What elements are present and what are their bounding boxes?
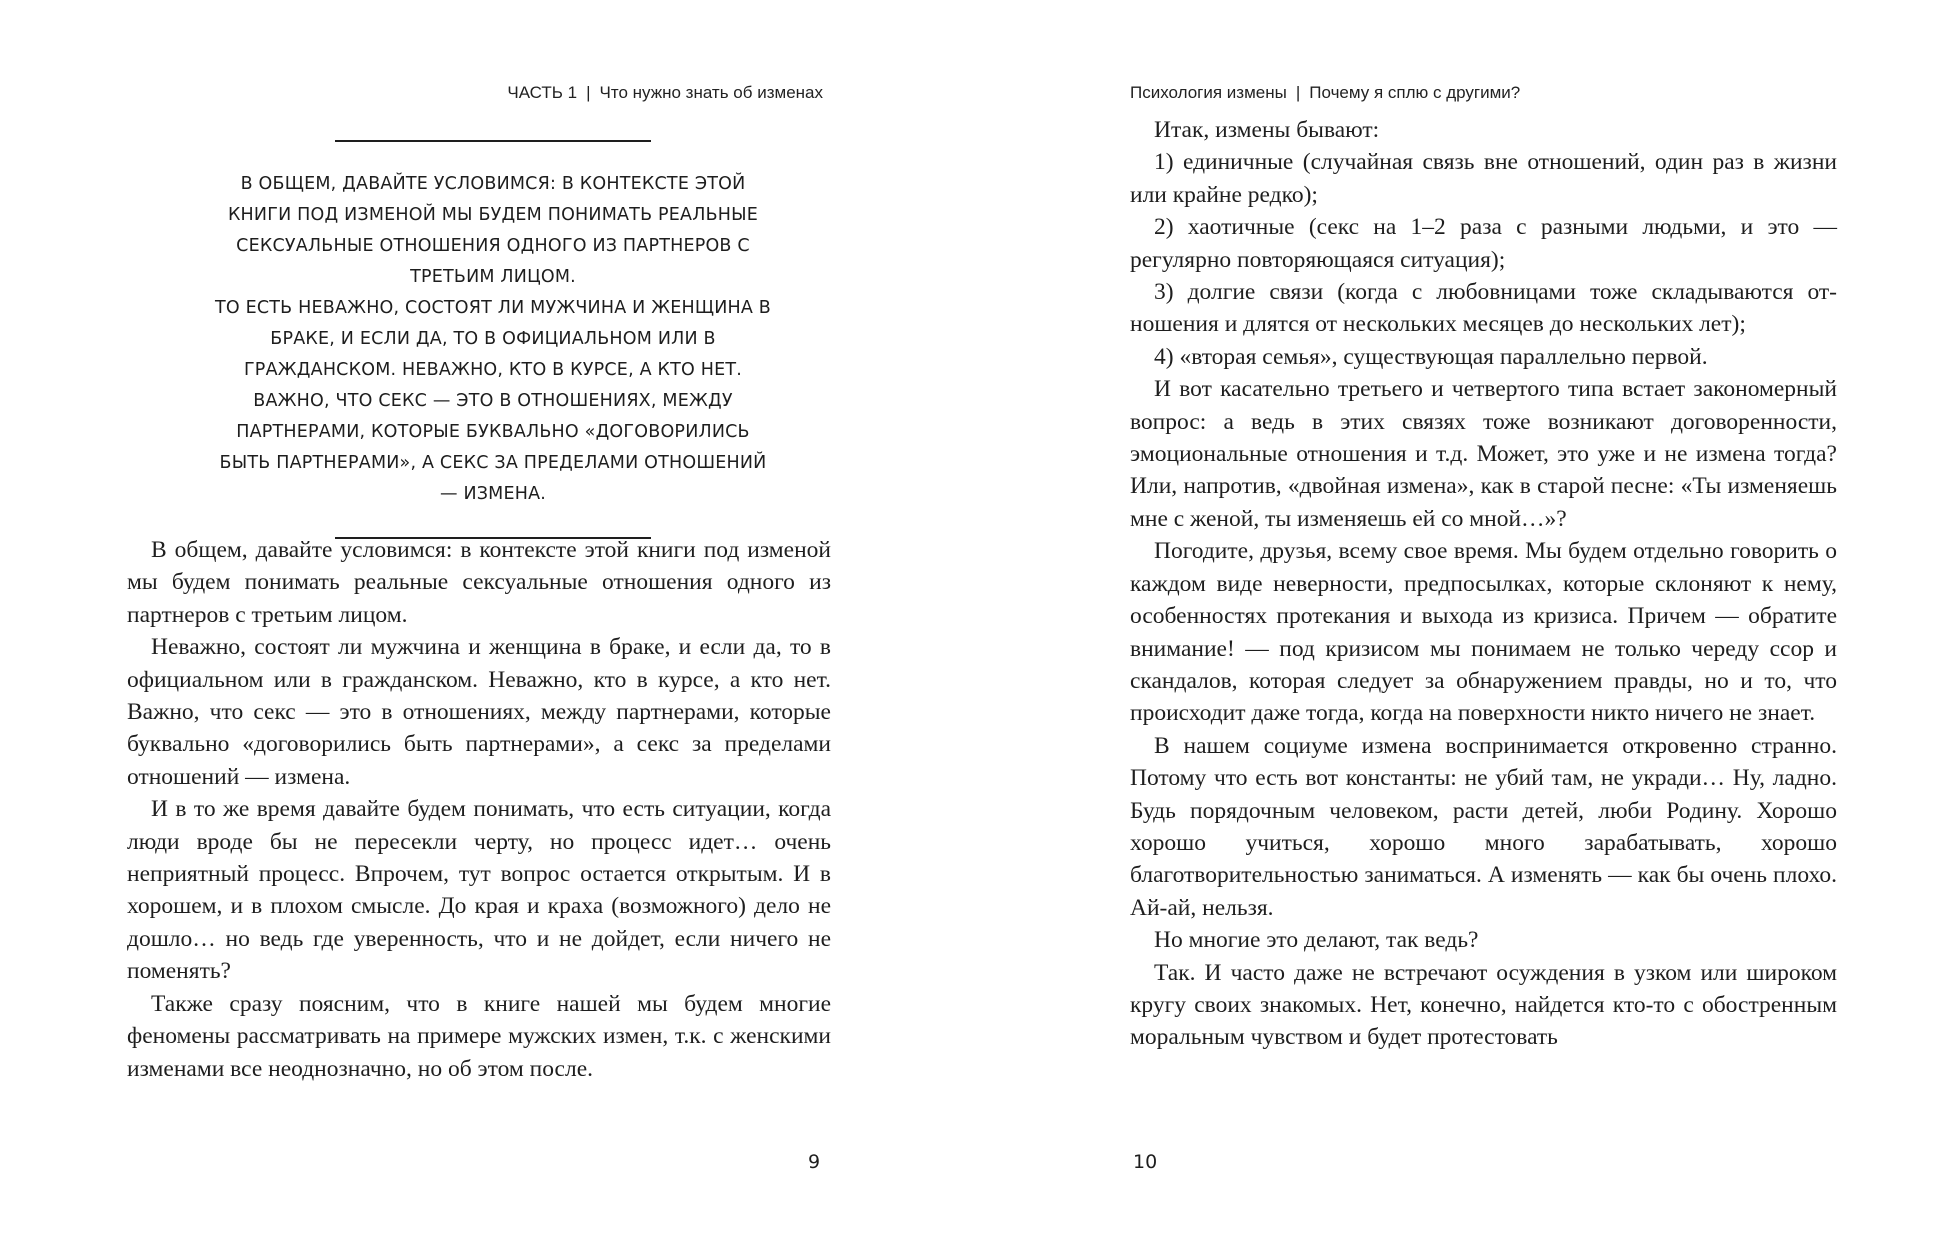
paragraph: И вот касательно третьего и четвертого типа встает закономерный вопрос: а ведь в этих связях тоже возникают договоренности, эмоциональные отношения и т.д. Может, это уже и не измена тогда? Или, напротив, «двойная измена», как в старой песне: «Ты изменяешь мне с женой, ты изменяешь ей со мной…»?: [1130, 376, 1837, 532]
pull-quote-top-rule: [335, 140, 651, 142]
running-head-separator: |: [586, 83, 591, 102]
pull-quote-text: [213, 169, 773, 510]
list-item: 4) «вторая семья», существующая параллельно первой.: [1154, 343, 1708, 370]
running-head-right: [1130, 83, 1520, 103]
right-page: [973, 0, 1946, 1259]
list-item: 1) единичные (случайная связь вне отношений, один раз в жизни или крайне редко);: [1130, 149, 1837, 208]
part-label: ЧАСТЬ 1: [507, 83, 578, 102]
paragraph: И в то же время давайте будем понимать, что есть ситуации, когда люди вроде бы не пересекли черту, но процесс идет… очень неприятный процесс. Впрочем, тут вопрос остается открытым. И в хорошем, и в плохом смысле. До края и краха (возможного) дело не дошло… но ведь где уверенность, что и не дойдет, если ничего не поменять?: [127, 796, 831, 985]
book-subtitle: Почему я сплю с другими?: [1309, 83, 1521, 102]
pull-quote-paragraph: ТО ЕСТЬ НЕВАЖНО, СОСТОЯТ ЛИ МУЖЧИНА И ЖЕНЩИНА В БРАКЕ, И ЕСЛИ ДА, ТО В ОФИЦИАЛЬНОМ ИЛИ В ГРАЖДАНСКОМ. НЕВАЖНО, КТО В КУРСЕ, А КТО НЕТ. ВАЖНО, ЧТО СЕКС — ЭТО В ОТНОШЕНИЯХ, МЕЖДУ ПАРТНЕРАМИ, КОТОРЫЕ БУКВАЛЬНО «ДОГОВОРИЛИСЬ БЫТЬ ПАРТНЕРАМИ», А СЕКС ЗА ПРЕДЕЛАМИ ОТНОШЕНИЙ — ИЗМЕНА.: [214, 298, 771, 504]
book-title: Психология измены: [1130, 83, 1287, 102]
right-page-body: [1130, 114, 1837, 1054]
paragraph: Так. И часто даже не встречают осуждения в узком или широком кругу своих знакомых. Нет, конечно, найдется кто-то с обостренным моральным чувством и будет протестовать: [1130, 959, 1837, 1051]
paragraph: Но многие это делают, так ведь?: [1154, 927, 1479, 954]
paragraph: Неважно, состоят ли мужчина и женщина в браке, и если да, то в официальном или в гражданском. Неважно, кто в курсе, а кто нет. Важно, что секс — это в отношениях, между партнерами, которые буквально «договорились быть партнерами», а секс за пределами отношений — измена.: [127, 634, 831, 790]
page-number-left: 9: [808, 1151, 821, 1173]
running-head-left: [507, 83, 823, 103]
pull-quote-paragraph: В ОБЩЕМ, ДАВАЙТЕ УСЛОВИМСЯ: В КОНТЕКСТЕ ЭТОЙ КНИГИ ПОД ИЗМЕНОЙ МЫ БУДЕМ ПОНИМАТЬ РЕАЛЬНЫЕ СЕКСУАЛЬНЫЕ ОТНОШЕНИЯ ОДНОГО ИЗ ПАРТНЕРОВ С ТРЕТЬИМ ЛИЦОМ.: [227, 174, 759, 287]
paragraph: Итак, измены бывают:: [1154, 117, 1380, 143]
paragraph: В нашем социуме измена воспринимается откровенно странно. Потому что есть вот константы: не убий там, не укради… Ну, ладно. Будь порядочным человеком, расти детей, люби Родину. Хорошо хорошо учиться, хорошо много зарабатывать, хорошо благотворительностью заниматься. А изменять — как бы очень плохо. Ай-ай, нельзя.: [1130, 732, 1837, 921]
list-item: 2) хаотичные (секс на 1–2 раза с разными людьми, и это — регулярно повторяющаяся ситуация);: [1130, 214, 1837, 273]
pull-quote: [213, 140, 773, 539]
paragraph: Также сразу поясним, что в книге нашей мы будем многие феномены рассматривать на примере мужских измен, т.к. с женскими изменами все неоднозначно, но об этом после.: [127, 990, 831, 1082]
page-number-right: 10: [1133, 1151, 1158, 1173]
paragraph: Погодите, друзья, всему свое время. Мы будем отдельно говорить о каждом виде неверности, предпосылках, которые склоняют к нему, особенностях протекания и выхода из кризиса. Причем — обратите внимание! — под кризисом мы понимаем не только череду ссор и скандалов, которая следует за обнаружением правды, но и то, что происходит даже тогда, когда на поверхности никто ничего не знает.: [1130, 538, 1837, 727]
running-head-separator: |: [1295, 83, 1301, 102]
list-item: 3) долгие связи (когда с любовницами тоже складываются отношения и длятся от нескольких месяцев до нескольких лет);: [1130, 279, 1837, 338]
paragraph: В общем, давайте условимся: в контексте этой книги под изменой мы будем понимать реальные сексуальные отношения одного из партнеров с третьим лицом.: [127, 537, 831, 628]
chapter-title: Что нужно знать об изменах: [599, 83, 823, 102]
left-page-body: [127, 534, 831, 1085]
